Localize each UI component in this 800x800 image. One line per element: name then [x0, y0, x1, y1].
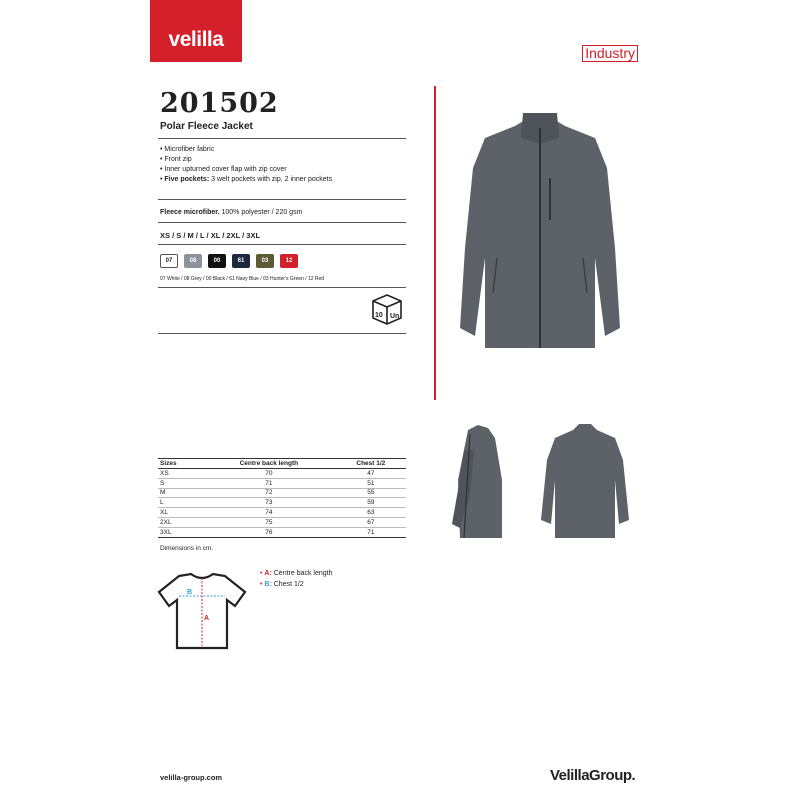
- table-row: [158, 527, 406, 537]
- table-cell: 70: [202, 469, 336, 479]
- divider: [158, 244, 406, 245]
- divider: [158, 287, 406, 288]
- column-header: Centre back length: [202, 459, 336, 469]
- table-cell: 47: [336, 469, 406, 479]
- pack-units: 10: [375, 312, 383, 319]
- table-cell: 75: [202, 517, 336, 527]
- table-row: [158, 469, 406, 479]
- footer-logo: VelillaGroup.: [550, 767, 636, 784]
- table-cell: 74: [202, 508, 336, 518]
- table-row: [158, 478, 406, 488]
- accent-line: [434, 86, 436, 400]
- pack-unit-label: Un: [390, 313, 400, 320]
- jacket-back-photo: [535, 420, 635, 550]
- table-row: [158, 517, 406, 527]
- feature-item: • Front zip: [160, 155, 332, 165]
- feature-item: • Five pockets: 3 welt pockets with zip, 2 inner pockets: [160, 175, 332, 185]
- table-cell: 76: [202, 527, 336, 537]
- table-cell: 67: [336, 517, 406, 527]
- table-cell: 63: [336, 508, 406, 518]
- measurement-legend-item: • B: Chest 1/2: [260, 579, 333, 590]
- table-header-row: [158, 459, 406, 469]
- size-range: XS / S / M / L / XL / 2XL / 3XL: [160, 231, 261, 240]
- jacket-front-photo: [455, 108, 625, 363]
- package-box-icon: [369, 292, 405, 331]
- brand-logo-text: velilla: [168, 28, 224, 51]
- table-cell: 55: [336, 488, 406, 498]
- color-swatch[interactable]: 07: [160, 254, 178, 268]
- color-swatch[interactable]: 61: [232, 254, 250, 268]
- label-a: A: [204, 615, 210, 622]
- jacket-side-photo: [440, 420, 520, 550]
- table-cell: 3XL: [158, 527, 202, 537]
- table-cell: 72: [202, 488, 336, 498]
- size-table: [158, 458, 406, 538]
- color-swatch[interactable]: 12: [280, 254, 298, 268]
- table-row: [158, 508, 406, 518]
- table-cell: 59: [336, 498, 406, 508]
- column-header: Chest 1/2: [336, 459, 406, 469]
- fabric-spec: Fleece microfiber. 100% polyester / 220 gsm: [160, 209, 303, 216]
- website-link[interactable]: velilla-group.com: [160, 773, 223, 782]
- measurement-legend-item: • A: Centre back length: [260, 568, 333, 579]
- table-cell: XL: [158, 508, 202, 518]
- feature-item: • Microfiber fabric: [160, 145, 332, 155]
- table-cell: 51: [336, 478, 406, 488]
- category-badge: Industry: [582, 45, 638, 62]
- table-row: [158, 498, 406, 508]
- color-legend: 07 White / 08 Grey / 00 Black / 61 Navy Blue / 03 Hunter's Green / 12 Red: [160, 276, 325, 282]
- dimensions-note: Dimensions in cm.: [160, 545, 214, 552]
- measurement-legend: [260, 568, 333, 590]
- label-b: B: [187, 589, 193, 596]
- product-reference: 201502: [160, 88, 279, 119]
- color-swatch[interactable]: 03: [256, 254, 274, 268]
- table-cell: 73: [202, 498, 336, 508]
- divider: [158, 333, 406, 334]
- product-name: Polar Fleece Jacket: [160, 121, 253, 132]
- feature-item: • Inner upturned cover flap with zip cover: [160, 165, 332, 175]
- brand-logo: [150, 0, 242, 62]
- table-cell: L: [158, 498, 202, 508]
- color-swatches: [160, 254, 298, 268]
- table-cell: XS: [158, 469, 202, 479]
- table-cell: M: [158, 488, 202, 498]
- feature-list: [160, 145, 332, 185]
- table-cell: 71: [202, 478, 336, 488]
- divider: [158, 199, 406, 200]
- column-header: Sizes: [158, 459, 202, 469]
- divider: [158, 222, 406, 223]
- table-cell: 2XL: [158, 517, 202, 527]
- divider: [158, 138, 406, 139]
- table-cell: 71: [336, 527, 406, 537]
- color-swatch[interactable]: 00: [208, 254, 226, 268]
- color-swatch[interactable]: 08: [184, 254, 202, 268]
- table-cell: S: [158, 478, 202, 488]
- measurement-diagram: [157, 572, 247, 657]
- table-row: [158, 488, 406, 498]
